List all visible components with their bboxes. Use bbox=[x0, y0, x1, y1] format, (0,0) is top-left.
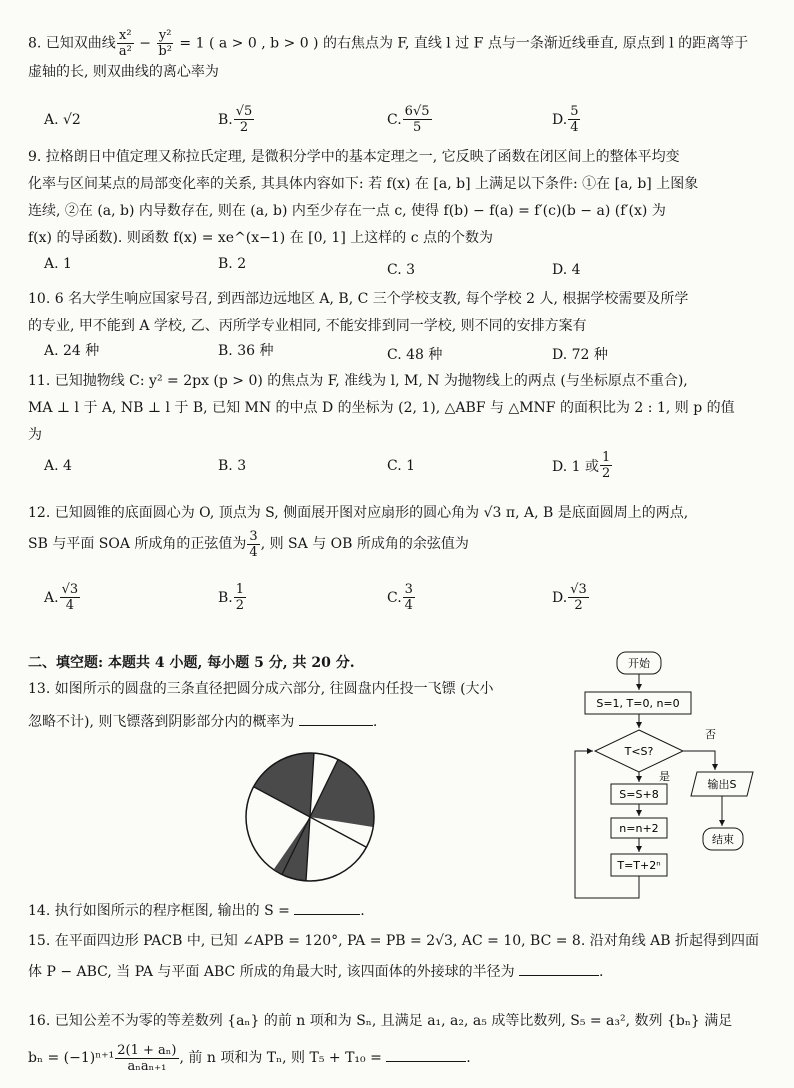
q13-answer-blank[interactable] bbox=[299, 711, 373, 726]
flowchart-yes-label: 是 bbox=[659, 770, 670, 783]
q8-fraction-x: $\frac{\text{x²}}{\text{a²}}$ bbox=[118, 28, 132, 59]
shaded-sector-3 bbox=[274, 817, 310, 881]
q12-options bbox=[44, 582, 764, 622]
flowchart-output-label: 输出S bbox=[707, 778, 737, 791]
q12-option-d: D. $\frac{√3}{2}$ bbox=[552, 582, 587, 613]
q9-option-b: B. 2 bbox=[218, 256, 247, 272]
q8-option-d: D. $\frac{5}{4}$ bbox=[552, 104, 579, 135]
q8-options bbox=[44, 104, 764, 144]
q9-option-c: C. 3 bbox=[387, 262, 416, 278]
shaded-sector-2 bbox=[310, 760, 374, 828]
q12-option-c: C. $\frac{3}{4}$ bbox=[387, 582, 413, 613]
shaded-sector-1 bbox=[254, 753, 314, 817]
flowchart-end-label: 结束 bbox=[712, 833, 734, 846]
flowchart-step2-label: n=n+2 bbox=[619, 822, 659, 835]
q14-answer-blank[interactable] bbox=[294, 900, 360, 915]
q8-option-c: C. $\frac{6√5}{5}$ bbox=[387, 104, 430, 135]
question-16: 16. 已知公差不为零的等差数列 {aₙ} 的前 n 项和为 Sₙ, 且满足 a₁, a₂, a₅ 成等比数列, S₅ = a₃², 数列 {bₙ} 满足 bₙ = (−1)ⁿ⁺¹ $\frac{\text{2(1 + aₙ)}}{\text{aₙaₙ₊₁}}$ , 前 n 项和为 Tₙ, 则 T₅ + T₁₀ = . bbox=[28, 1008, 778, 1075]
question-10: 10. 6 名大学生响应国家号召, 到西部边远地区 A, B, C 三个学校支教, 每个学校 2 人, 根据学校需要及所学 的专业, 甲不能到 A 学校, 乙、丙所学专业相同, 不能安排到同一学校, 则不同的安排方案有 bbox=[28, 291, 689, 334]
q9-option-a: A. 1 bbox=[44, 256, 72, 272]
question-8 bbox=[28, 28, 778, 86]
question-14: 14. 执行如图所示的程序框图, 输出的 S = . bbox=[28, 898, 778, 925]
question-9: 9. 拉格朗日中值定理又称拉氏定理, 是微积分学中的基本定理之一, 它反映了函数在闭区间上的整体平均变 化率与区间某点的局部变化率的关系, 其具体内容如下: 若 f(x) 在 [a, b] 上满足以下条件: ①在 [a, b] 上图象 连续, ②在 (a, b) 内导数存在, 则在 (a, b) 内至少存在一点 c, 使得 f(b) − f(a) = f′(c)(b − a) (f′(x) 为 f(x) 的导函数). 则函数 f(x) = xe^(x−1) 在 [0, 1] 上这样的 c 点的个数为 bbox=[28, 149, 699, 246]
q11-option-c: C. 1 bbox=[387, 458, 416, 474]
q10-option-d: D. 72 种 bbox=[552, 347, 608, 363]
flowchart-init-label: S=1, T=0, n=0 bbox=[596, 697, 680, 710]
q12-line-2: SB 与平面 SOA 所成角的正弦值为 $\frac{3}{4}$ , 则 SA 与 OB 所成角的余弦值为 bbox=[28, 528, 469, 560]
q8-fraction-y: $\frac{\text{y²}}{\text{b²}}$ bbox=[158, 28, 172, 59]
q16-line-2: bₙ = (−1)ⁿ⁺¹ $\frac{\text{2(1 + aₙ)}}{\text{aₙaₙ₊₁}}$ , 前 n 项和为 Tₙ, 则 T₅ + T₁₀ = . bbox=[28, 1042, 471, 1074]
section-2-heading: 二、填空题: 本题共 4 小题, 每小题 5 分, 共 20 分. bbox=[28, 655, 355, 671]
flowchart-start-label: 开始 bbox=[628, 657, 650, 670]
q11-options bbox=[44, 450, 764, 490]
flowchart bbox=[565, 650, 765, 910]
q12-option-b: B. $\frac{1}{2}$ bbox=[218, 582, 245, 613]
q8-option-b: B. $\frac{√5}{2}$ bbox=[218, 104, 253, 135]
q11-option-d: D. 1 或 $\frac{1}{2}$ bbox=[552, 450, 611, 481]
question-15: 15. 在平面四边形 PACB 中, 已知 ∠APB = 120°, PA = PB = 2√3, AC = 10, BC = 8. 沿对角线 AB 折起得到四面 体 P − ABC, 当 PA 与平面 ABC 所成的角最大时, 该四面体的外接球的半径为 . bbox=[28, 933, 760, 980]
flowchart-step1-label: S=S+8 bbox=[619, 788, 659, 801]
question-12: 12. 已知圆锥的底面圆心为 O, 顶点为 S, 侧面展开图对应扇形的圆心角为 √3 π, A, B 是底面圆周上的两点, SB 与平面 SOA 所成角的正弦值为 $\frac{3}{4}$ , 则 SA 与 OB 所成角的余弦值为 bbox=[28, 500, 778, 561]
q9-option-d: D. 4 bbox=[552, 262, 581, 278]
dartboard-figure bbox=[240, 752, 380, 882]
q10-option-c: C. 48 种 bbox=[387, 347, 443, 363]
q11-option-b: B. 3 bbox=[218, 458, 247, 474]
question-11: 11. 已知抛物线 C: y² = 2px (p > 0) 的焦点为 F, 准线为 l, M, N 为抛物线上的两点 (与坐标原点不重合), MA ⊥ l 于 A, NB ⊥ l 于 B, 已知 MN 的中点 D 的坐标为 (2, 1), △ABF 与 △MNF 的面积比为 2 : 1, 则 p 的值 为 bbox=[28, 373, 735, 443]
flowchart-step3-label: T=T+2ⁿ bbox=[617, 859, 661, 872]
flowchart-no-label: 否 bbox=[705, 728, 716, 741]
q8-line-2: 虚轴的长, 则双曲线的离心率为 bbox=[28, 64, 219, 80]
q8-option-a: A. √2 bbox=[44, 112, 81, 128]
q15-answer-blank[interactable] bbox=[519, 961, 599, 976]
flowchart-decision-label: T<S? bbox=[624, 745, 654, 758]
q8-line-1: 8. 已知双曲线 $\frac{\text{x²}}{\text{a²}}$ − $\frac{\text{y²}}{\text{b²}}$ = 1 ( a > 0 , b > 0 ) 的右焦点为 F, 直线 l 过 F 点与一条渐近线垂直, 原点到 l 的距离等于 bbox=[28, 28, 749, 59]
q12-option-a: A. $\frac{√3}{4}$ bbox=[44, 582, 79, 613]
q11-option-a: A. 4 bbox=[44, 458, 72, 474]
q10-option-b: B. 36 种 bbox=[218, 343, 274, 359]
q10-option-a: A. 24 种 bbox=[44, 343, 100, 359]
q16-answer-blank[interactable] bbox=[386, 1047, 466, 1062]
question-13: 13. 如图所示的圆盘的三条直径把圆分成六部分, 往圆盘内任投一飞镖 (大小 忽略不计), 则飞镖落到阴影部分内的概率为 . bbox=[28, 681, 494, 730]
